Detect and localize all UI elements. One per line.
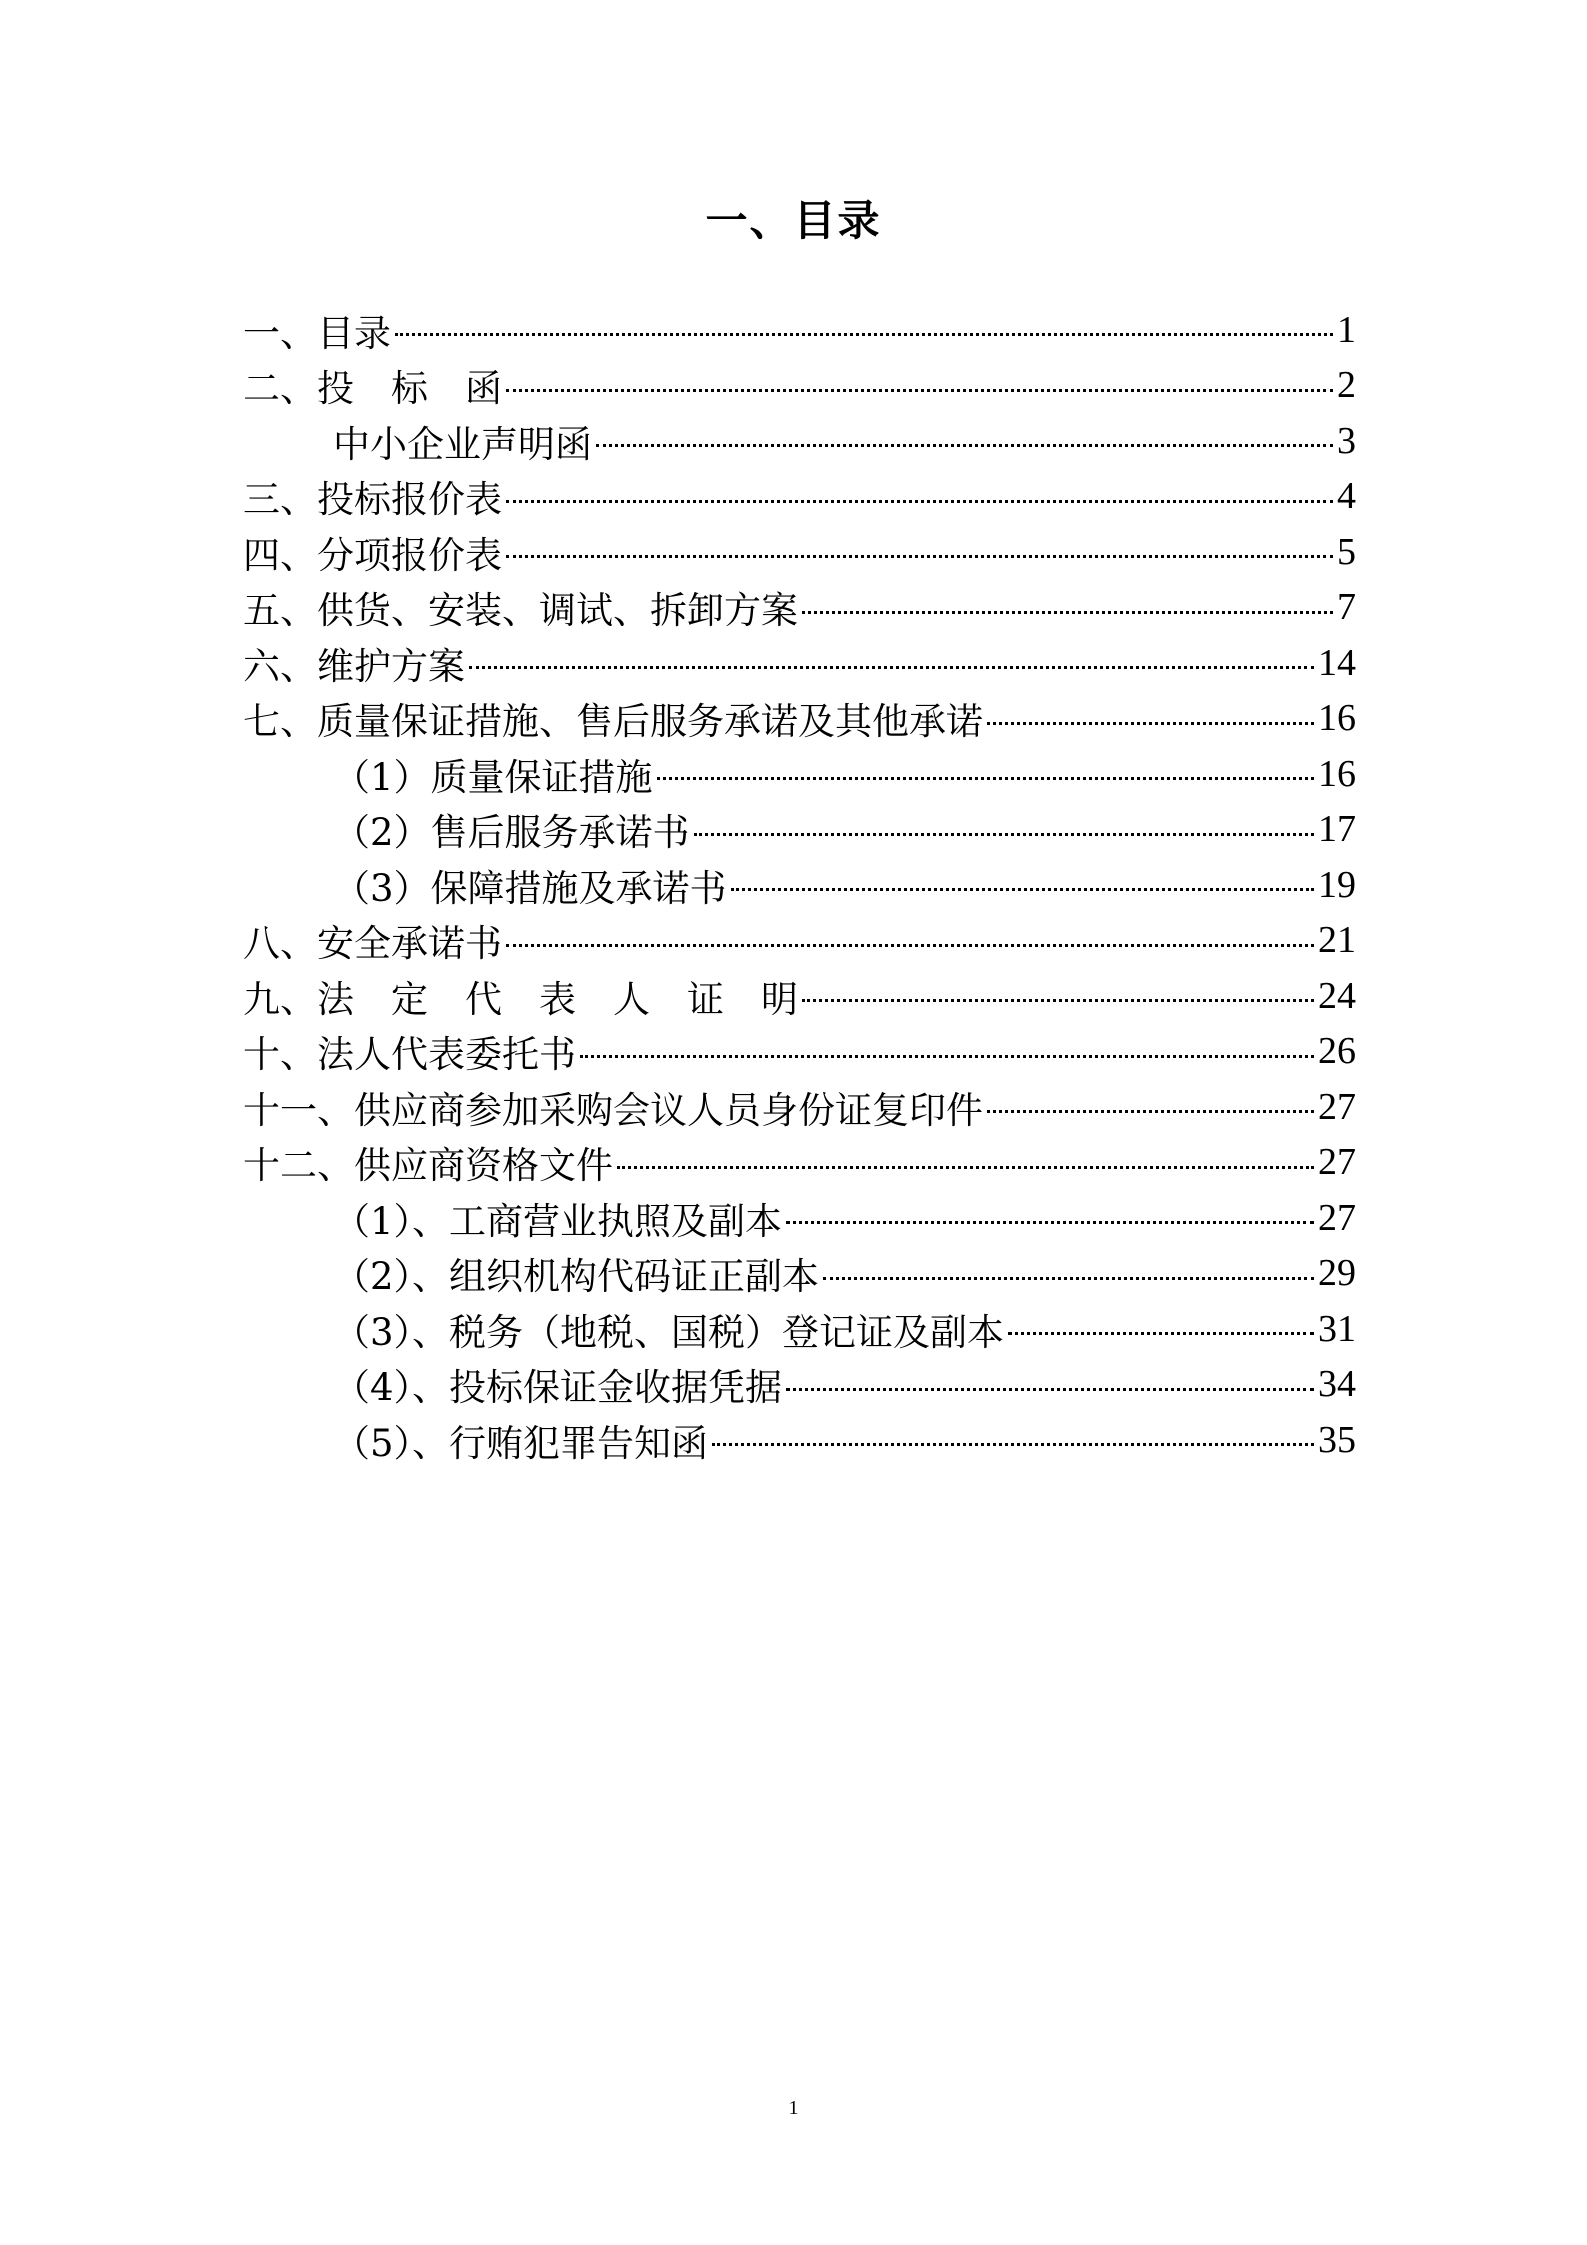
toc-entry[interactable]: [243, 413, 1356, 469]
dot-leader: [506, 555, 1333, 558]
toc-label: 五、供货、安装、调试、拆卸方案: [243, 589, 798, 633]
toc-entry[interactable]: [243, 857, 1356, 913]
toc-entry[interactable]: [243, 802, 1356, 858]
toc-entry[interactable]: [243, 1190, 1356, 1246]
dot-leader: [987, 1110, 1314, 1113]
toc-label: （1）、工商营业执照及副本: [333, 1199, 783, 1243]
toc-label: （2）售后服务承诺书: [333, 811, 690, 855]
toc-label: （5）、行贿犯罪告知函: [333, 1421, 709, 1465]
toc-label: 四、分项报价表: [243, 533, 502, 577]
toc-entry[interactable]: [243, 1135, 1356, 1191]
dot-leader: [617, 1166, 1314, 1169]
toc-page-number: 16: [1318, 752, 1356, 795]
toc-page-number: 27: [1318, 1141, 1356, 1184]
dot-leader: [506, 500, 1333, 503]
toc-label: （3）保障措施及承诺书: [333, 866, 727, 910]
dot-leader: [596, 444, 1333, 447]
toc-page-number: 3: [1337, 419, 1356, 462]
toc-page-number: 34: [1318, 1363, 1356, 1406]
toc-entry[interactable]: [243, 1301, 1356, 1357]
toc-page-number: 21: [1318, 919, 1356, 962]
toc-entry[interactable]: [243, 358, 1356, 414]
toc-entry[interactable]: [243, 580, 1356, 636]
toc-label: 三、投标报价表: [243, 478, 502, 522]
dot-leader: [786, 1388, 1314, 1391]
toc-entry[interactable]: [243, 1357, 1356, 1413]
toc-label: 中小企业声明函: [333, 422, 592, 466]
toc-page-number: 29: [1318, 1252, 1356, 1295]
toc-label: 十一、供应商参加采购会议人员身份证复印件: [243, 1088, 983, 1132]
toc-label: （4）、投标保证金收据凭据: [333, 1366, 783, 1410]
dot-leader: [1008, 1332, 1314, 1335]
dot-leader: [823, 1277, 1314, 1280]
toc-page-number: 26: [1318, 1030, 1356, 1073]
toc-page-number: 35: [1318, 1418, 1356, 1461]
dot-leader: [802, 999, 1314, 1002]
toc-entry[interactable]: [243, 469, 1356, 525]
toc-page-number: 4: [1337, 475, 1356, 518]
toc-entry[interactable]: [243, 746, 1356, 802]
dot-leader: [712, 1443, 1314, 1446]
toc-entry[interactable]: [243, 635, 1356, 691]
page-title: 一、目录: [705, 196, 882, 245]
toc-entry[interactable]: [243, 691, 1356, 747]
dot-leader: [580, 1055, 1314, 1058]
toc-label: 九、法 定 代 表 人 证 明: [243, 977, 798, 1021]
toc-entry[interactable]: [243, 1246, 1356, 1302]
toc-entry[interactable]: [243, 1412, 1356, 1468]
toc-entry[interactable]: [243, 1079, 1356, 1135]
toc-entry[interactable]: [243, 1024, 1356, 1080]
toc-entry[interactable]: [243, 968, 1356, 1024]
toc-label: 八、安全承诺书: [243, 922, 502, 966]
toc-page-number: 5: [1337, 530, 1356, 573]
toc-page-number: 2: [1337, 364, 1356, 407]
toc-page-number: 27: [1318, 1196, 1356, 1239]
toc-entry[interactable]: [243, 913, 1356, 969]
toc-page-number: 31: [1318, 1307, 1356, 1350]
toc-label: 二、投 标 函: [243, 367, 502, 411]
toc-page-number: 27: [1318, 1085, 1356, 1128]
toc-label: （3）、税务（地税、国税）登记证及副本: [333, 1310, 1005, 1354]
table-of-contents: [243, 302, 1356, 1468]
dot-leader: [657, 777, 1314, 780]
toc-entry[interactable]: [243, 524, 1356, 580]
toc-label: 七、质量保证措施、售后服务承诺及其他承诺: [243, 700, 983, 744]
toc-page-number: 24: [1318, 974, 1356, 1017]
toc-label: 十、法人代表委托书: [243, 1033, 576, 1077]
toc-page-number: 7: [1337, 586, 1356, 629]
dot-leader: [731, 888, 1314, 891]
toc-page-number: 17: [1318, 808, 1356, 851]
toc-label: 一、目录: [243, 311, 391, 355]
toc-label: （2）、组织机构代码证正副本: [333, 1255, 820, 1299]
toc-page-number: 19: [1318, 863, 1356, 906]
dot-leader: [469, 666, 1314, 669]
toc-label: （1）质量保证措施: [333, 755, 653, 799]
toc-label: 十二、供应商资格文件: [243, 1144, 613, 1188]
toc-page-number: 16: [1318, 697, 1356, 740]
dot-leader: [987, 722, 1314, 725]
dot-leader: [786, 1221, 1314, 1224]
toc-entry[interactable]: [243, 302, 1356, 358]
toc-page-number: 14: [1318, 641, 1356, 684]
toc-page-number: 1: [1337, 308, 1356, 351]
dot-leader: [802, 611, 1333, 614]
dot-leader: [395, 333, 1333, 336]
footer-page-number: 1: [788, 2097, 799, 2119]
dot-leader: [506, 944, 1314, 947]
toc-label: 六、维护方案: [243, 644, 465, 688]
dot-leader: [694, 833, 1314, 836]
dot-leader: [506, 389, 1333, 392]
